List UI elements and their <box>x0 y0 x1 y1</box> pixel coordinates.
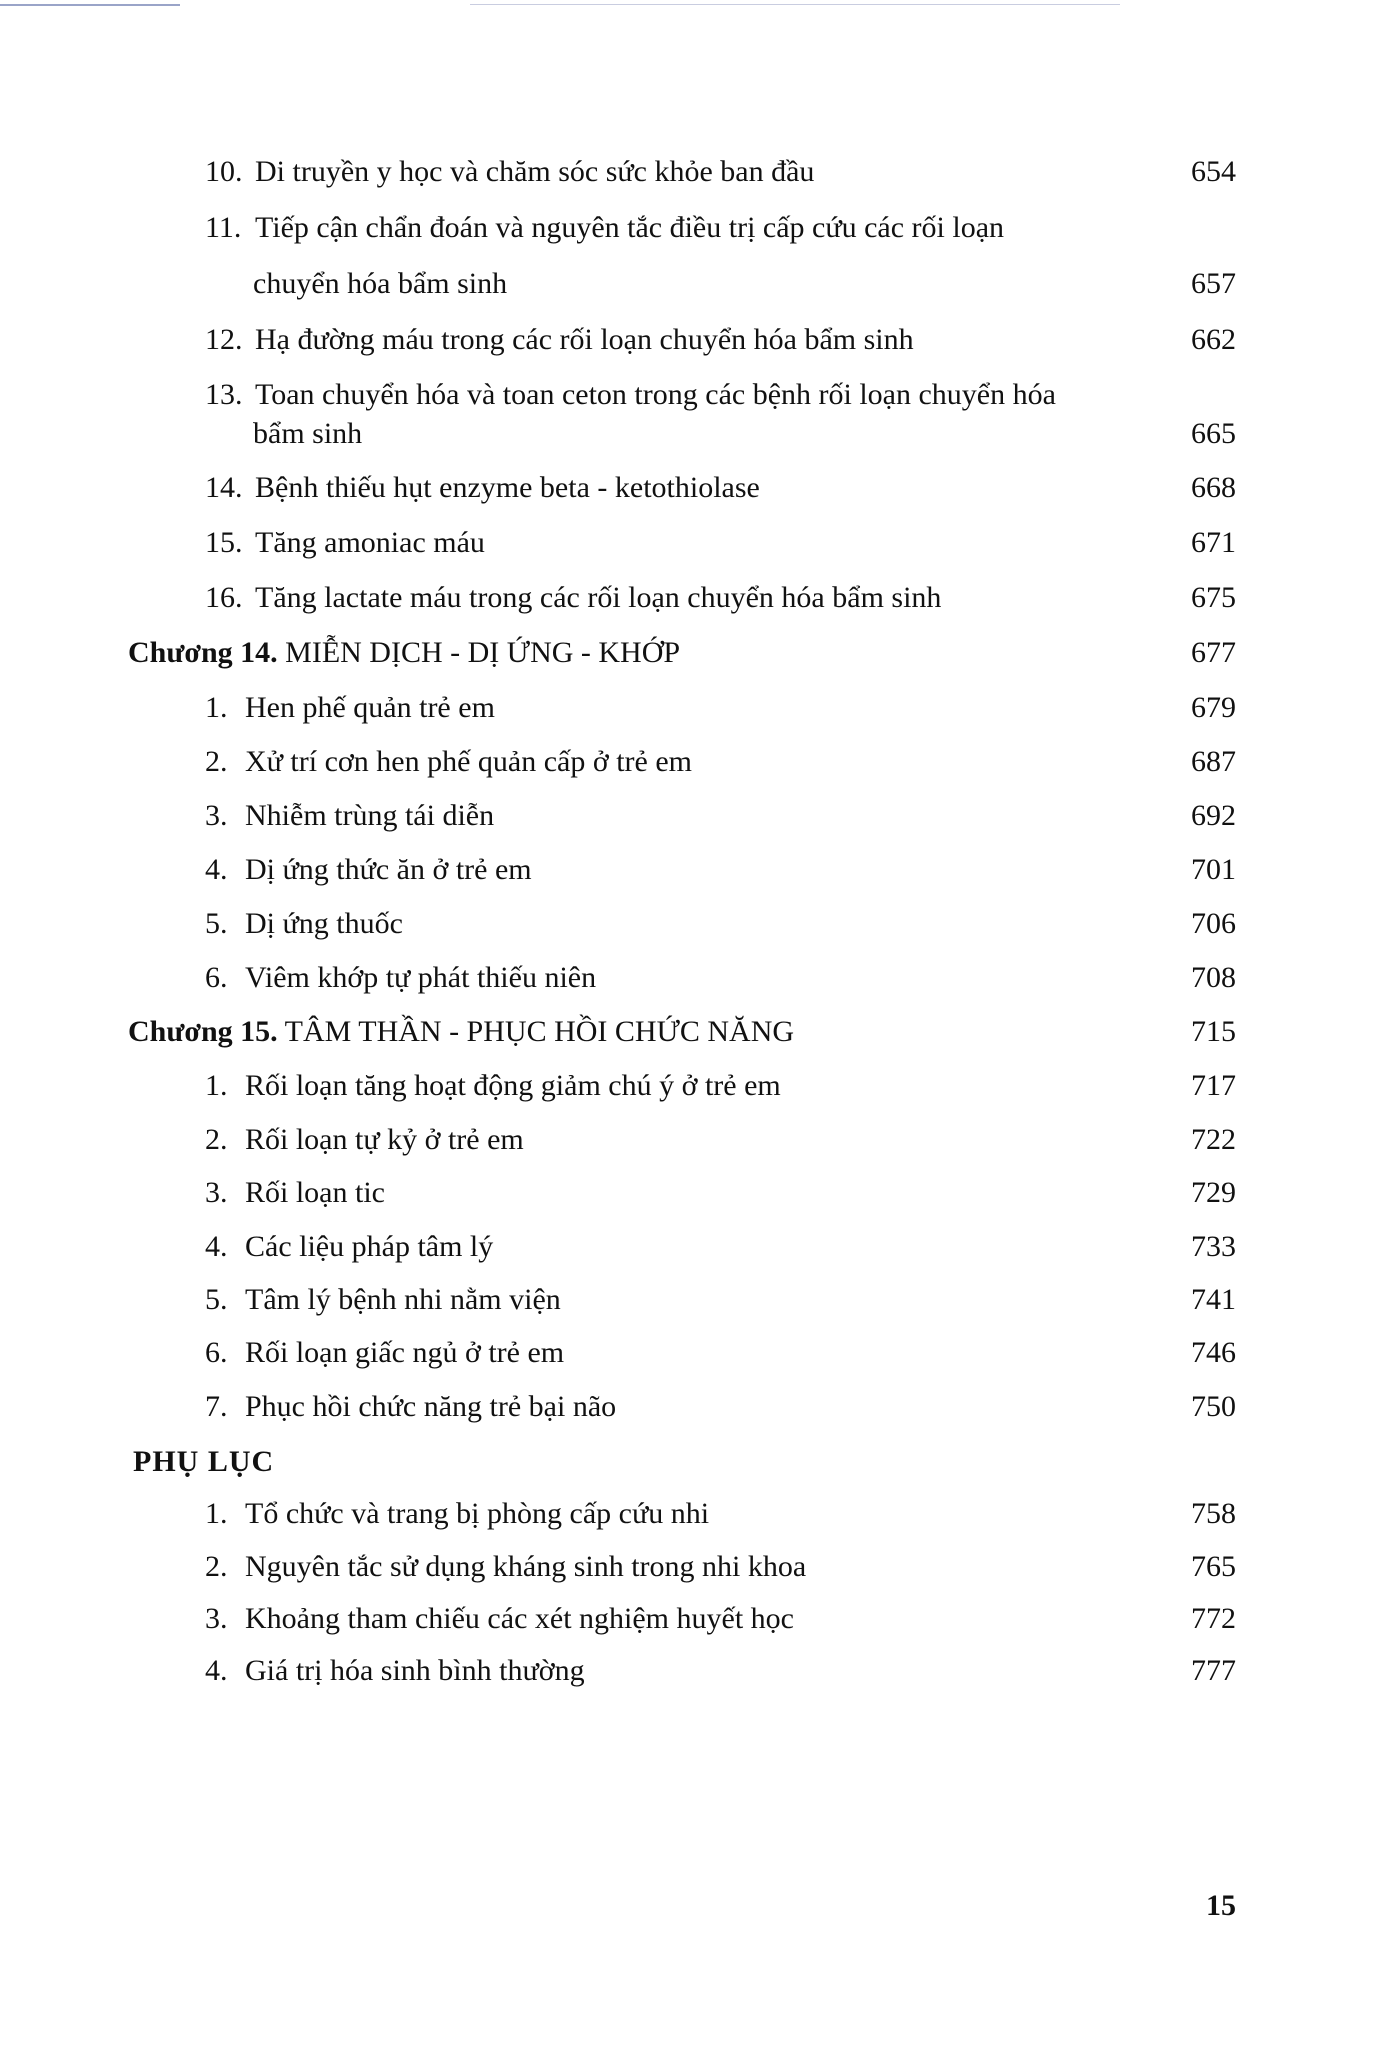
chapter-heading <box>0 1012 1384 1052</box>
toc-entry <box>0 904 1384 944</box>
entry-title: Khoảng tham chiếu các xét nghiệm huyết học <box>245 1602 794 1635</box>
entry-title: Tiếp cận chẩn đoán và nguyên tắc điều trị cấp cứu các rối loạn <box>255 211 1005 244</box>
toc-entry <box>0 958 1384 998</box>
toc-entry <box>0 1227 1384 1267</box>
toc-entry <box>0 1173 1384 1213</box>
entry-number: 6. <box>205 961 228 994</box>
toc-entry <box>0 1599 1384 1639</box>
entry-page: 746 <box>1191 1336 1236 1369</box>
toc-entry <box>0 850 1384 890</box>
entry-title: Nguyên tắc sử dụng kháng sinh trong nhi khoa <box>245 1550 807 1583</box>
chapter-heading <box>0 633 1384 673</box>
toc-entry <box>0 320 1384 360</box>
toc-entry <box>0 796 1384 836</box>
entry-number: 1. <box>205 1069 228 1102</box>
entry-number: 10. <box>205 155 243 188</box>
entry-title: Di truyền y học và chăm sóc sức khỏe ban đầu <box>255 155 815 188</box>
entry-number: 13. <box>205 378 243 411</box>
entry-number: 1. <box>205 1497 228 1530</box>
entry-number: 3. <box>205 1602 228 1635</box>
entry-page: 765 <box>1191 1550 1236 1583</box>
chapter-title <box>128 1012 794 1052</box>
entry-number: 7. <box>205 1390 228 1423</box>
chapter-name: TÂM THẦN - PHỤC HỒI CHỨC NĂNG <box>284 1015 795 1048</box>
entry-title: Hạ đường máu trong các rối loạn chuyển hóa bẩm sinh <box>255 323 914 356</box>
toc-entry <box>0 1387 1384 1427</box>
toc-entry <box>0 468 1384 508</box>
entry-title: Dị ứng thức ăn ở trẻ em <box>245 853 532 886</box>
entry-page: 722 <box>1191 1123 1236 1156</box>
entry-page: 706 <box>1191 907 1236 940</box>
entry-number: 15. <box>205 526 243 559</box>
toc-entry-continuation <box>0 264 1384 304</box>
toc-entry <box>0 742 1384 782</box>
entry-title: Viêm khớp tự phát thiếu niên <box>245 961 597 994</box>
chapter-label: Chương 15. <box>128 1015 278 1048</box>
entry-title: Toan chuyển hóa và toan ceton trong các bệnh rối loạn chuyển hóa <box>255 378 1056 411</box>
entry-title: Dị ứng thuốc <box>245 907 403 940</box>
toc-entry <box>0 1280 1384 1320</box>
entry-number: 16. <box>205 581 243 614</box>
entry-page: 662 <box>1191 323 1236 356</box>
entry-page: 679 <box>1191 691 1236 724</box>
entry-number: 2. <box>205 1123 228 1156</box>
toc-entry-continuation <box>0 414 1384 454</box>
entry-title: Rối loạn giấc ngủ ở trẻ em <box>245 1336 565 1369</box>
entry-page: 677 <box>1191 636 1236 669</box>
entry-title: Tăng amoniac máu <box>255 526 485 559</box>
entry-number: 12. <box>205 323 243 356</box>
entry-number: 4. <box>205 1654 228 1687</box>
scan-edge-mark <box>0 4 180 6</box>
scan-edge-mark <box>470 4 1120 5</box>
entry-page: 715 <box>1191 1015 1236 1048</box>
toc-entry <box>0 152 1384 192</box>
entry-page: 657 <box>1191 267 1236 300</box>
entry-number: 4. <box>205 853 228 886</box>
entry-page: 758 <box>1191 1497 1236 1530</box>
entry-page: 777 <box>1191 1654 1236 1687</box>
entry-page: 772 <box>1191 1602 1236 1635</box>
entry-page: 675 <box>1191 581 1236 614</box>
entry-title: Bệnh thiếu hụt enzyme beta - ketothiolase <box>255 471 760 504</box>
entry-number: 3. <box>205 1176 228 1209</box>
chapter-title <box>128 633 680 673</box>
entry-page: 668 <box>1191 471 1236 504</box>
entry-page: 654 <box>1191 155 1236 188</box>
entry-title: Xử trí cơn hen phế quản cấp ở trẻ em <box>245 745 692 778</box>
entry-title-continuation: chuyển hóa bẩm sinh <box>253 267 508 300</box>
entry-title: Tâm lý bệnh nhi nằm viện <box>245 1283 561 1316</box>
entry-number: 2. <box>205 745 228 778</box>
toc-entry <box>0 375 1384 415</box>
entry-page: 687 <box>1191 745 1236 778</box>
toc-entry <box>0 1547 1384 1587</box>
page-number: 15 <box>1206 1889 1236 1922</box>
entry-title: Rối loạn tăng hoạt động giảm chú ý ở trẻ em <box>245 1069 781 1102</box>
entry-title: Phục hồi chức năng trẻ bại não <box>245 1390 617 1423</box>
entry-title: Tăng lactate máu trong các rối loạn chuyển hóa bẩm sinh <box>255 581 942 614</box>
entry-number: 5. <box>205 907 228 940</box>
entry-page: 717 <box>1191 1069 1236 1102</box>
toc-entry <box>0 578 1384 618</box>
entry-number: 11. <box>205 211 242 244</box>
entry-page: 750 <box>1191 1390 1236 1423</box>
toc-entry <box>0 1120 1384 1160</box>
entry-title: Giá trị hóa sinh bình thường <box>245 1654 585 1687</box>
entry-page: 701 <box>1191 853 1236 886</box>
entry-number: 14. <box>205 471 243 504</box>
chapter-label: Chương 14. <box>128 636 278 669</box>
toc-entry <box>0 1333 1384 1373</box>
entry-title: Các liệu pháp tâm lý <box>245 1230 494 1263</box>
toc-entry <box>0 1066 1384 1106</box>
entry-number: 3. <box>205 799 228 832</box>
toc-entry <box>0 1651 1384 1691</box>
toc-entry <box>0 523 1384 563</box>
entry-number: 5. <box>205 1283 228 1316</box>
entry-number: 2. <box>205 1550 228 1583</box>
entry-title: Rối loạn tự kỷ ở trẻ em <box>245 1123 524 1156</box>
entry-page: 692 <box>1191 799 1236 832</box>
entry-page: 733 <box>1191 1230 1236 1263</box>
chapter-name: MIỄN DỊCH - DỊ ỨNG - KHỚP <box>285 636 681 669</box>
entry-number: 4. <box>205 1230 228 1263</box>
entry-title-continuation: bẩm sinh <box>253 417 363 450</box>
entry-title: Nhiễm trùng tái diễn <box>245 799 495 832</box>
entry-page: 729 <box>1191 1176 1236 1209</box>
entry-number: 1. <box>205 691 228 724</box>
entry-number: 6. <box>205 1336 228 1369</box>
entry-title: Rối loạn tic <box>245 1176 385 1209</box>
entry-title: Hen phế quản trẻ em <box>245 691 495 724</box>
toc-entry <box>0 1494 1384 1534</box>
toc-entry <box>0 688 1384 728</box>
entry-page: 665 <box>1191 417 1236 450</box>
entry-page: 741 <box>1191 1283 1236 1316</box>
appendix-heading <box>0 1442 1384 1482</box>
toc-entry <box>0 208 1384 248</box>
entry-page: 708 <box>1191 961 1236 994</box>
entry-title: Tổ chức và trang bị phòng cấp cứu nhi <box>245 1497 710 1530</box>
entry-page: 671 <box>1191 526 1236 559</box>
appendix-title: PHỤ LỤC <box>133 1445 275 1478</box>
